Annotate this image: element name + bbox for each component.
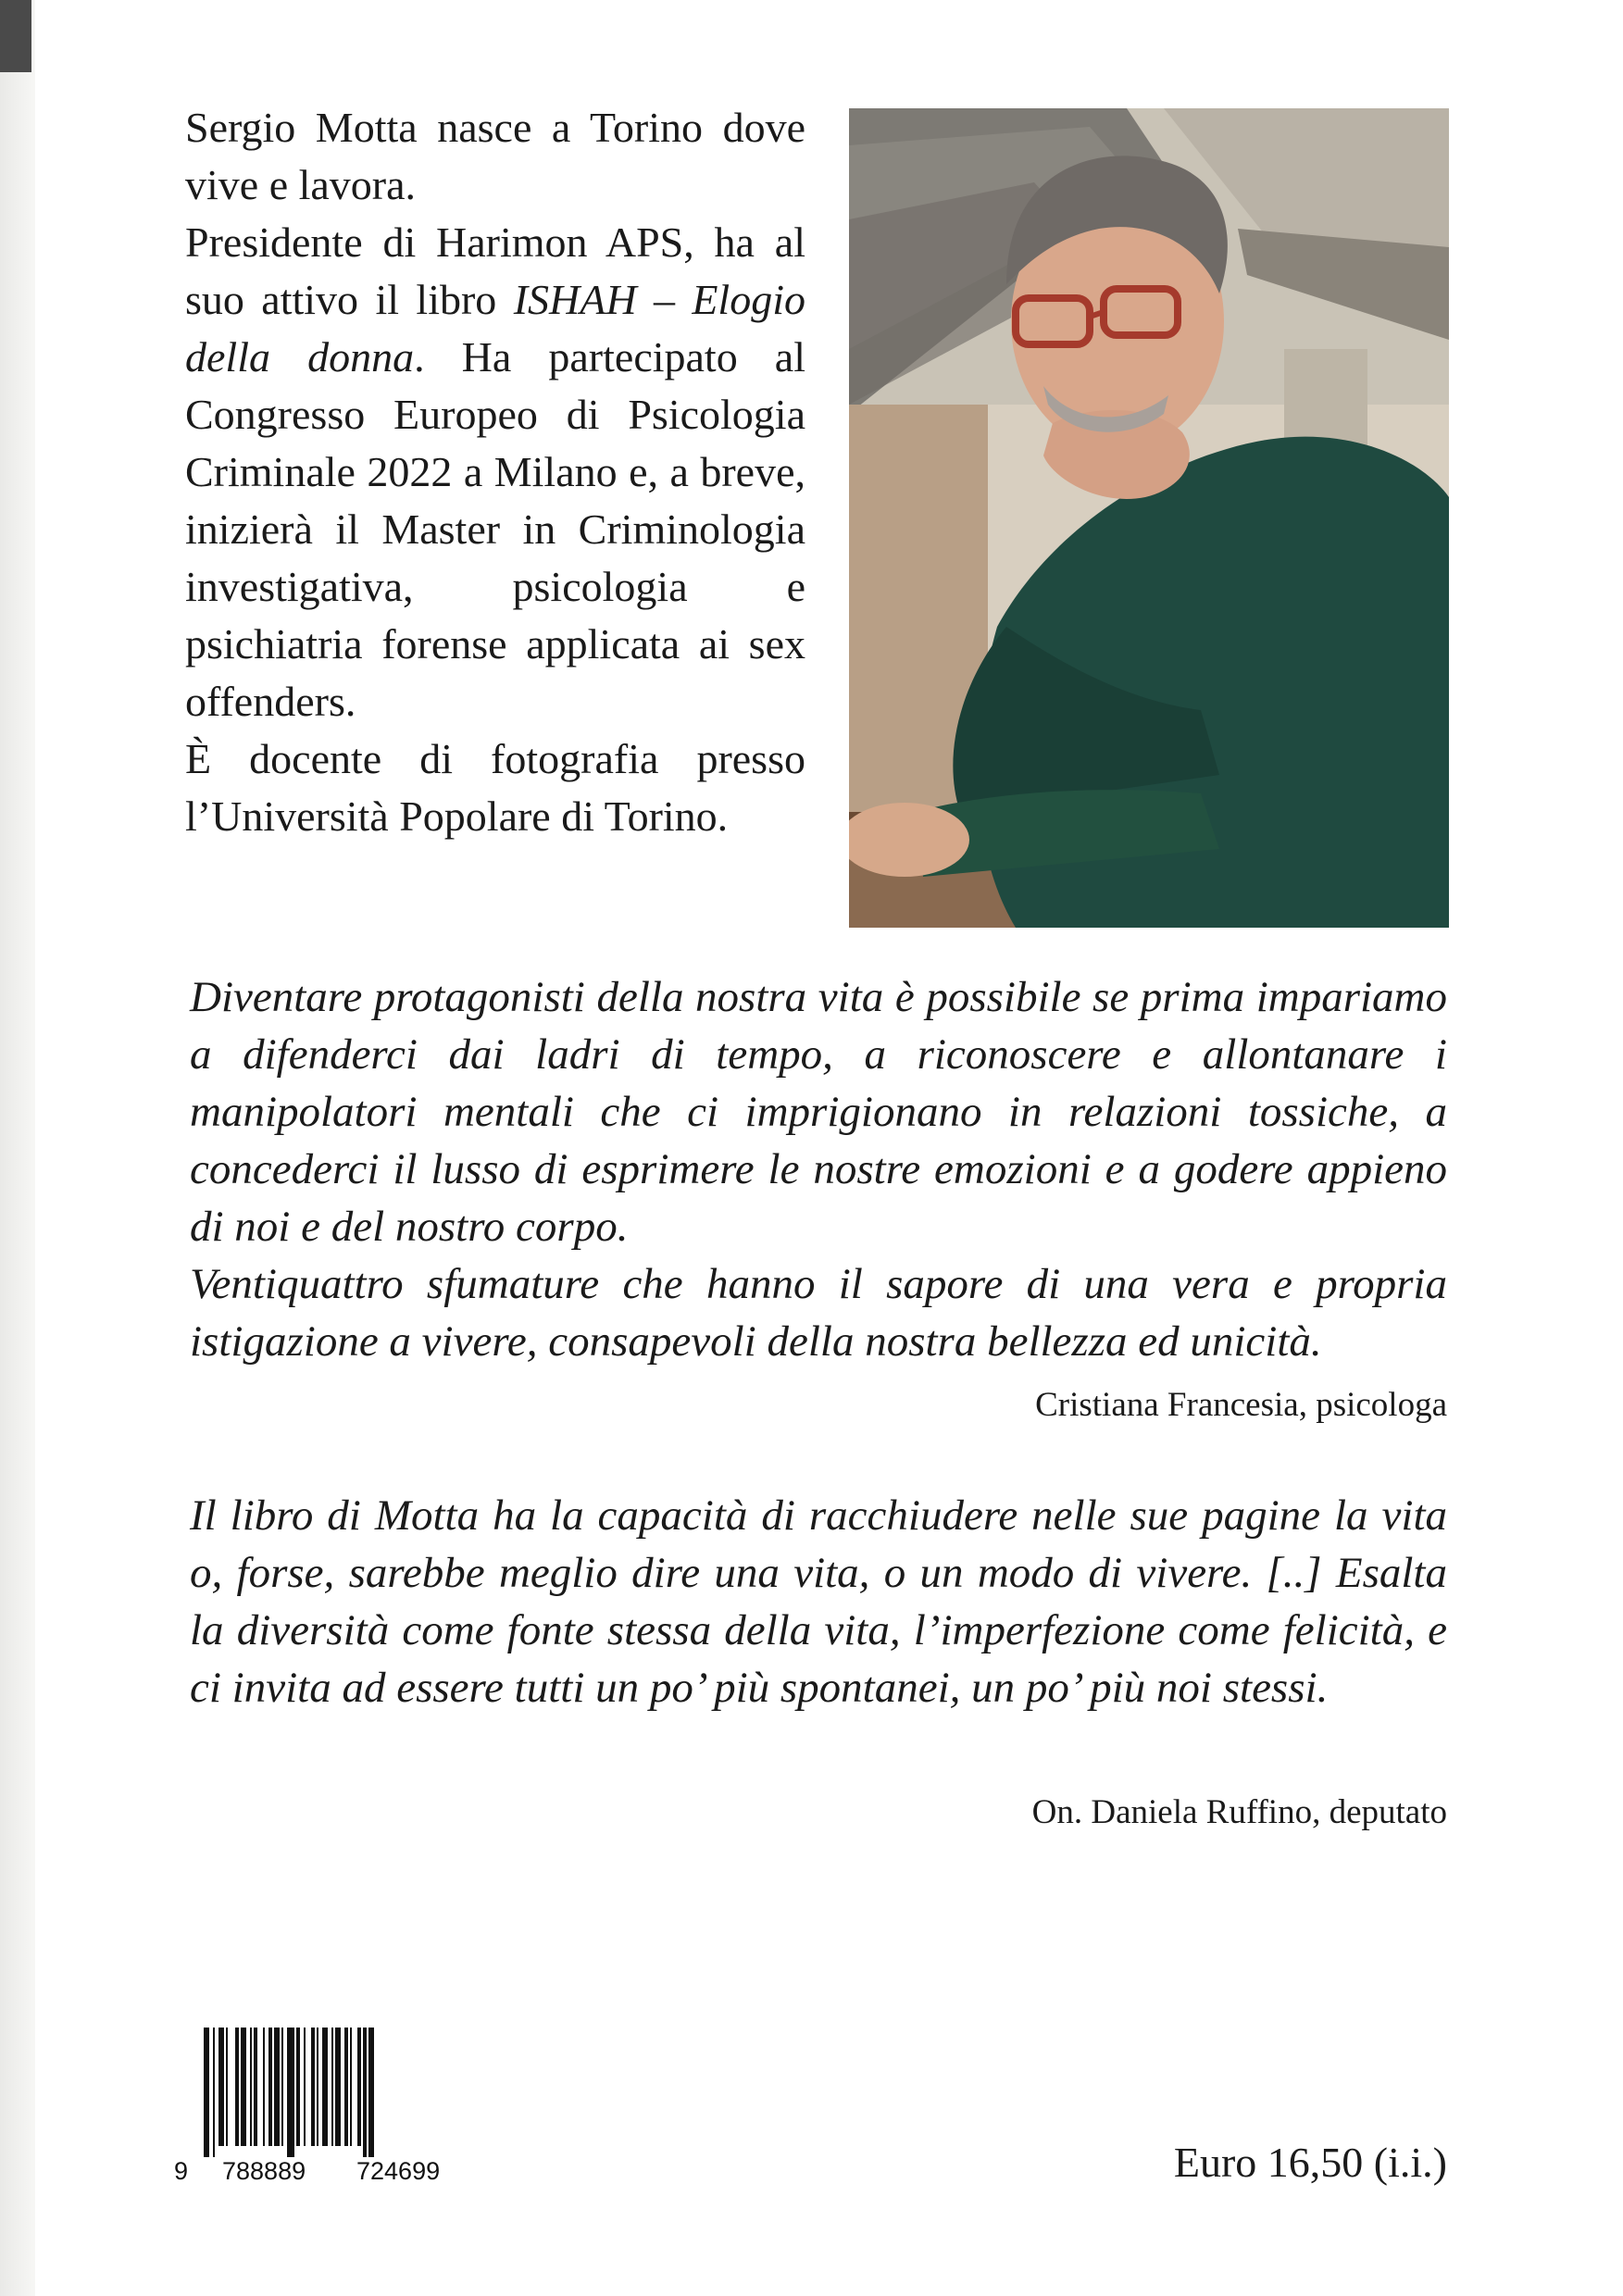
barcode-bar <box>322 2028 328 2146</box>
barcode-bar <box>268 2028 272 2146</box>
barcode-bar <box>218 2028 224 2146</box>
barcode-bar <box>335 2028 341 2146</box>
review-quote-francesia <box>190 968 1447 1370</box>
barcode-bar <box>357 2028 361 2146</box>
book-spine-edge <box>0 0 35 2296</box>
bio-line-birthplace: Sergio Motta nasce a Torino dove vive e lavora. <box>185 104 805 208</box>
barcode-icon <box>167 2028 481 2157</box>
barcode-bar <box>317 2028 318 2146</box>
barcode-bar <box>350 2028 352 2146</box>
barcode-bar <box>263 2028 265 2146</box>
author-portrait-photo <box>849 108 1449 928</box>
quote-attribution-francesia: Cristiana Francesia, psicologa <box>1035 1386 1447 1424</box>
barcode-bar <box>204 2028 209 2157</box>
review-quote-ruffino <box>190 1487 1447 1716</box>
barcode-group-1: 788889 <box>222 2157 306 2185</box>
quote-paragraph: Diventare protagonisti della nostra vita è possibile se prima impariamo a difenderci dai ladri di tempo, a riconoscere e allontanare i manipolatori mentali che ci imprigionano in relazioni tossiche, a concederci il lusso di esprimere le nostre emozioni e a godere appieno di noi e del nostro corpo. <box>190 973 1447 1251</box>
barcode-bar <box>296 2028 300 2146</box>
spine-shadow <box>0 0 31 72</box>
quote-paragraph: Ventiquattro sfumature che hanno il sapore di una vera e propria istigazione a vivere, consapevoli della nostra bellezza ed unicità. <box>190 1260 1447 1366</box>
bio-line-activities: Presidente di Harimon APS, ha al suo attivo il libro ISHAH – Elogio della donna. Ha partecipato al Congresso Europeo di Psicologia Criminale 2022 a Milano e, a breve, inizierà il Master in Criminologia investigativa, psicologia e psichiatria forense applicata ai sex offenders. <box>185 218 805 725</box>
barcode-bar <box>344 2028 348 2146</box>
isbn-barcode <box>167 2028 481 2190</box>
barcode-bar <box>254 2028 257 2146</box>
barcode-bar <box>368 2028 374 2157</box>
quote-paragraph: Il libro di Motta ha la capacità di racchiudere nelle sue pagine la vita o, forse, sarebbe meglio dire una vita, o un modo di vivere. [..] Esalta la diversità come fonte stessa della vita, l’imperfezione come felicità, e ci invita ad essere tutti un po’ più spontanei, un po’ più noi stessi. <box>190 1491 1447 1712</box>
author-portrait-icon <box>849 108 1449 928</box>
bio-line-teaching: È docente di fotografia presso l’Università Popolare di Torino. <box>185 735 805 840</box>
barcode-bar <box>281 2028 283 2146</box>
barcode-bar <box>226 2028 228 2146</box>
barcode-first-digit: 9 <box>174 2157 189 2185</box>
barcode-bar <box>235 2028 239 2146</box>
barcode-bar <box>274 2028 280 2146</box>
quote-attribution-ruffino: On. Daniela Ruffino, deputato <box>1031 1793 1447 1831</box>
barcode-bar <box>250 2028 252 2146</box>
barcode-bar <box>213 2028 215 2157</box>
book-title-ishah: ISHAH – Elogio della donna <box>185 276 805 381</box>
author-bio <box>185 99 805 845</box>
barcode-group-2: 724699 <box>356 2157 441 2185</box>
barcode-bar <box>287 2028 294 2157</box>
barcode-bar <box>304 2028 306 2146</box>
barcode-bar <box>241 2028 246 2146</box>
barcode-bar <box>363 2028 367 2157</box>
barcode-bar <box>331 2028 333 2146</box>
barcode-bar <box>311 2028 315 2146</box>
price-label: Euro 16,50 (i.i.) <box>1173 2139 1447 2186</box>
